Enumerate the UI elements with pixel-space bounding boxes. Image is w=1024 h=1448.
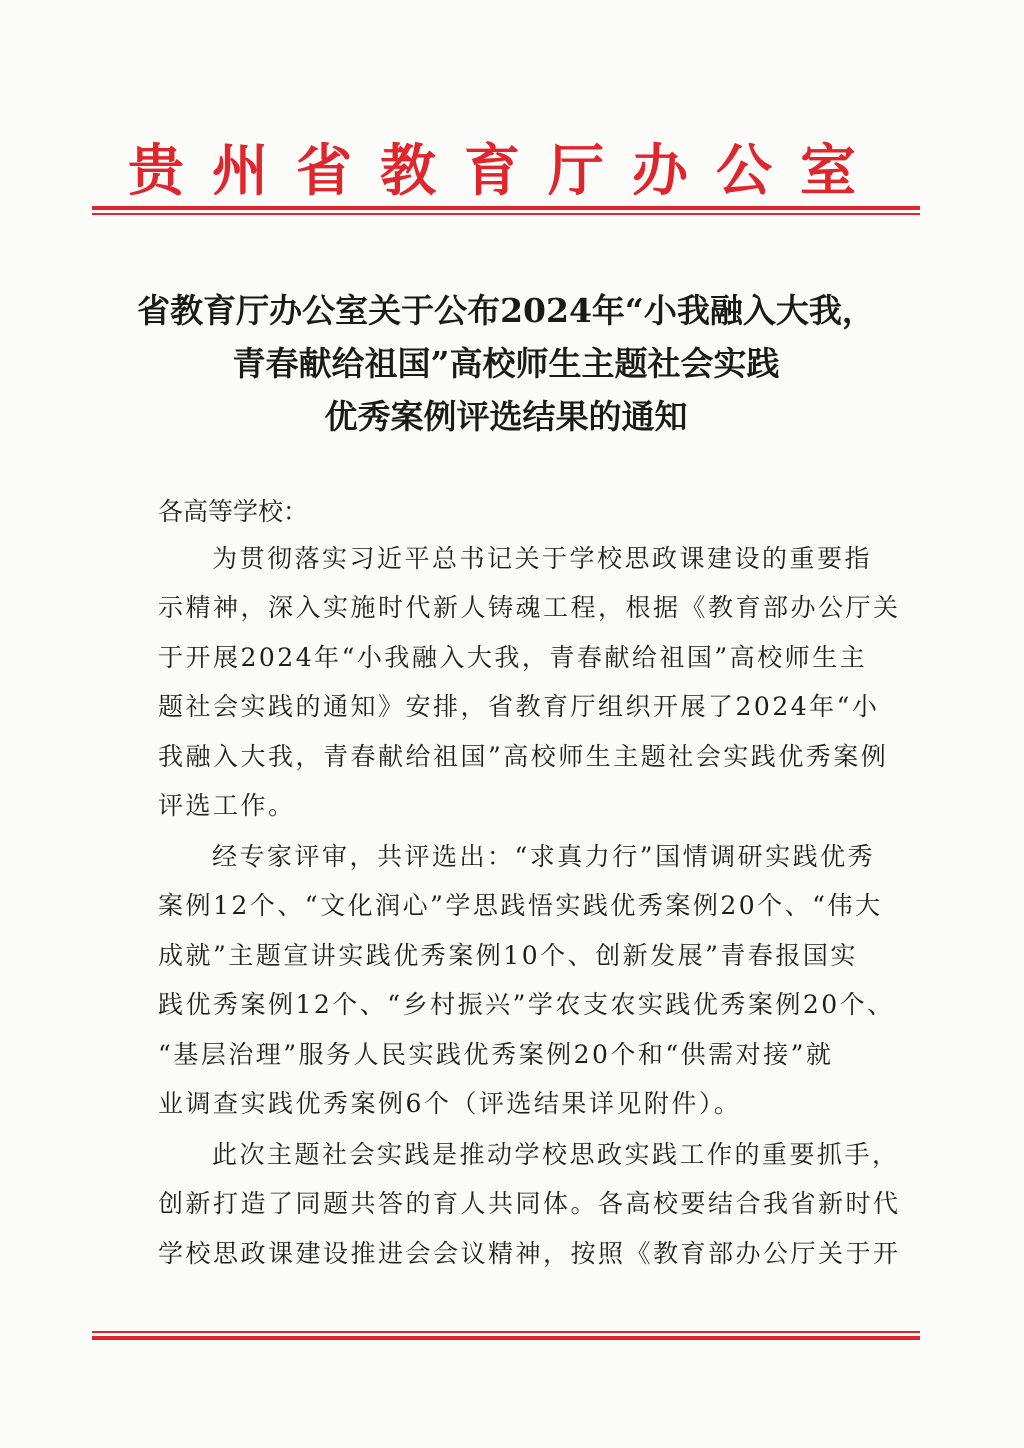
paragraph-line: 此次主题社会实践是推动学校思政实践工作的重要抓手，	[212, 1140, 900, 1169]
paragraph-line: 经专家评审，共评选出：“求真力行”国情调研实践优秀	[212, 842, 876, 871]
letterhead-rule-thin	[92, 213, 920, 215]
paragraph-line: 创新打造了同题共答的育人共同体。各高校要结合我省新时代	[158, 1189, 901, 1219]
title-line-2: 青春献给祖国”高校师生主题社会实践	[232, 344, 780, 383]
paragraph-line: 学校思政课建设推进会会议精神，按照《教育部办公厅关于开	[158, 1238, 901, 1268]
paragraph-1	[158, 534, 901, 830]
paragraph-line: 示精神，深入实施时代新人铸魂工程，根据《教育部办公厅关	[158, 593, 901, 623]
paragraph-line: 为贯彻落实习近平总书记关于学校思政课建设的重要指	[212, 544, 873, 573]
title-line-1: 省教育厅办公室关于公布2024年“小我融入大我，	[137, 291, 875, 330]
letterhead-rule-thick	[92, 206, 920, 210]
title-line-3: 优秀案例评选结果的通知	[324, 397, 688, 436]
salutation: 各高等学校：	[158, 497, 309, 526]
paragraph-line: 业调查实践优秀案例6个（评选结果详见附件）。	[158, 1089, 742, 1119]
letterhead-org-name: 贵州省教育厅办公室	[128, 139, 884, 204]
document-title	[92, 284, 920, 443]
paragraph-line: 案例12个、“文化润心”学思践悟实践优秀案例20个、“伟大	[158, 891, 883, 921]
paragraph-line: 我融入大我，青春献给祖国”高校师生主题社会实践优秀案例	[158, 741, 889, 771]
paragraph-line: “基层治理”服务人民实践优秀案例20个和“供需对接”就	[158, 1039, 834, 1069]
paragraph-3	[158, 1130, 901, 1278]
paragraph-line: 评选工作。	[158, 791, 296, 821]
paragraph-2	[158, 832, 895, 1128]
paragraph-line: 成就”主题宣讲实践优秀案例10个、创新发展”青春报国实	[158, 940, 858, 970]
footer-rule-thick	[92, 1336, 920, 1340]
paragraph-line: 于开展2024年“小我融入大我，青春献给祖国”高校师生主	[158, 642, 868, 672]
paragraph-line: 题社会实践的通知》安排，省教育厅组织开展了2024年“小	[158, 692, 880, 722]
paragraph-line: 践优秀案例12个、“乡村振兴”学农支农实践优秀案例20个、	[158, 990, 895, 1020]
footer-rule-thin	[92, 1331, 920, 1333]
